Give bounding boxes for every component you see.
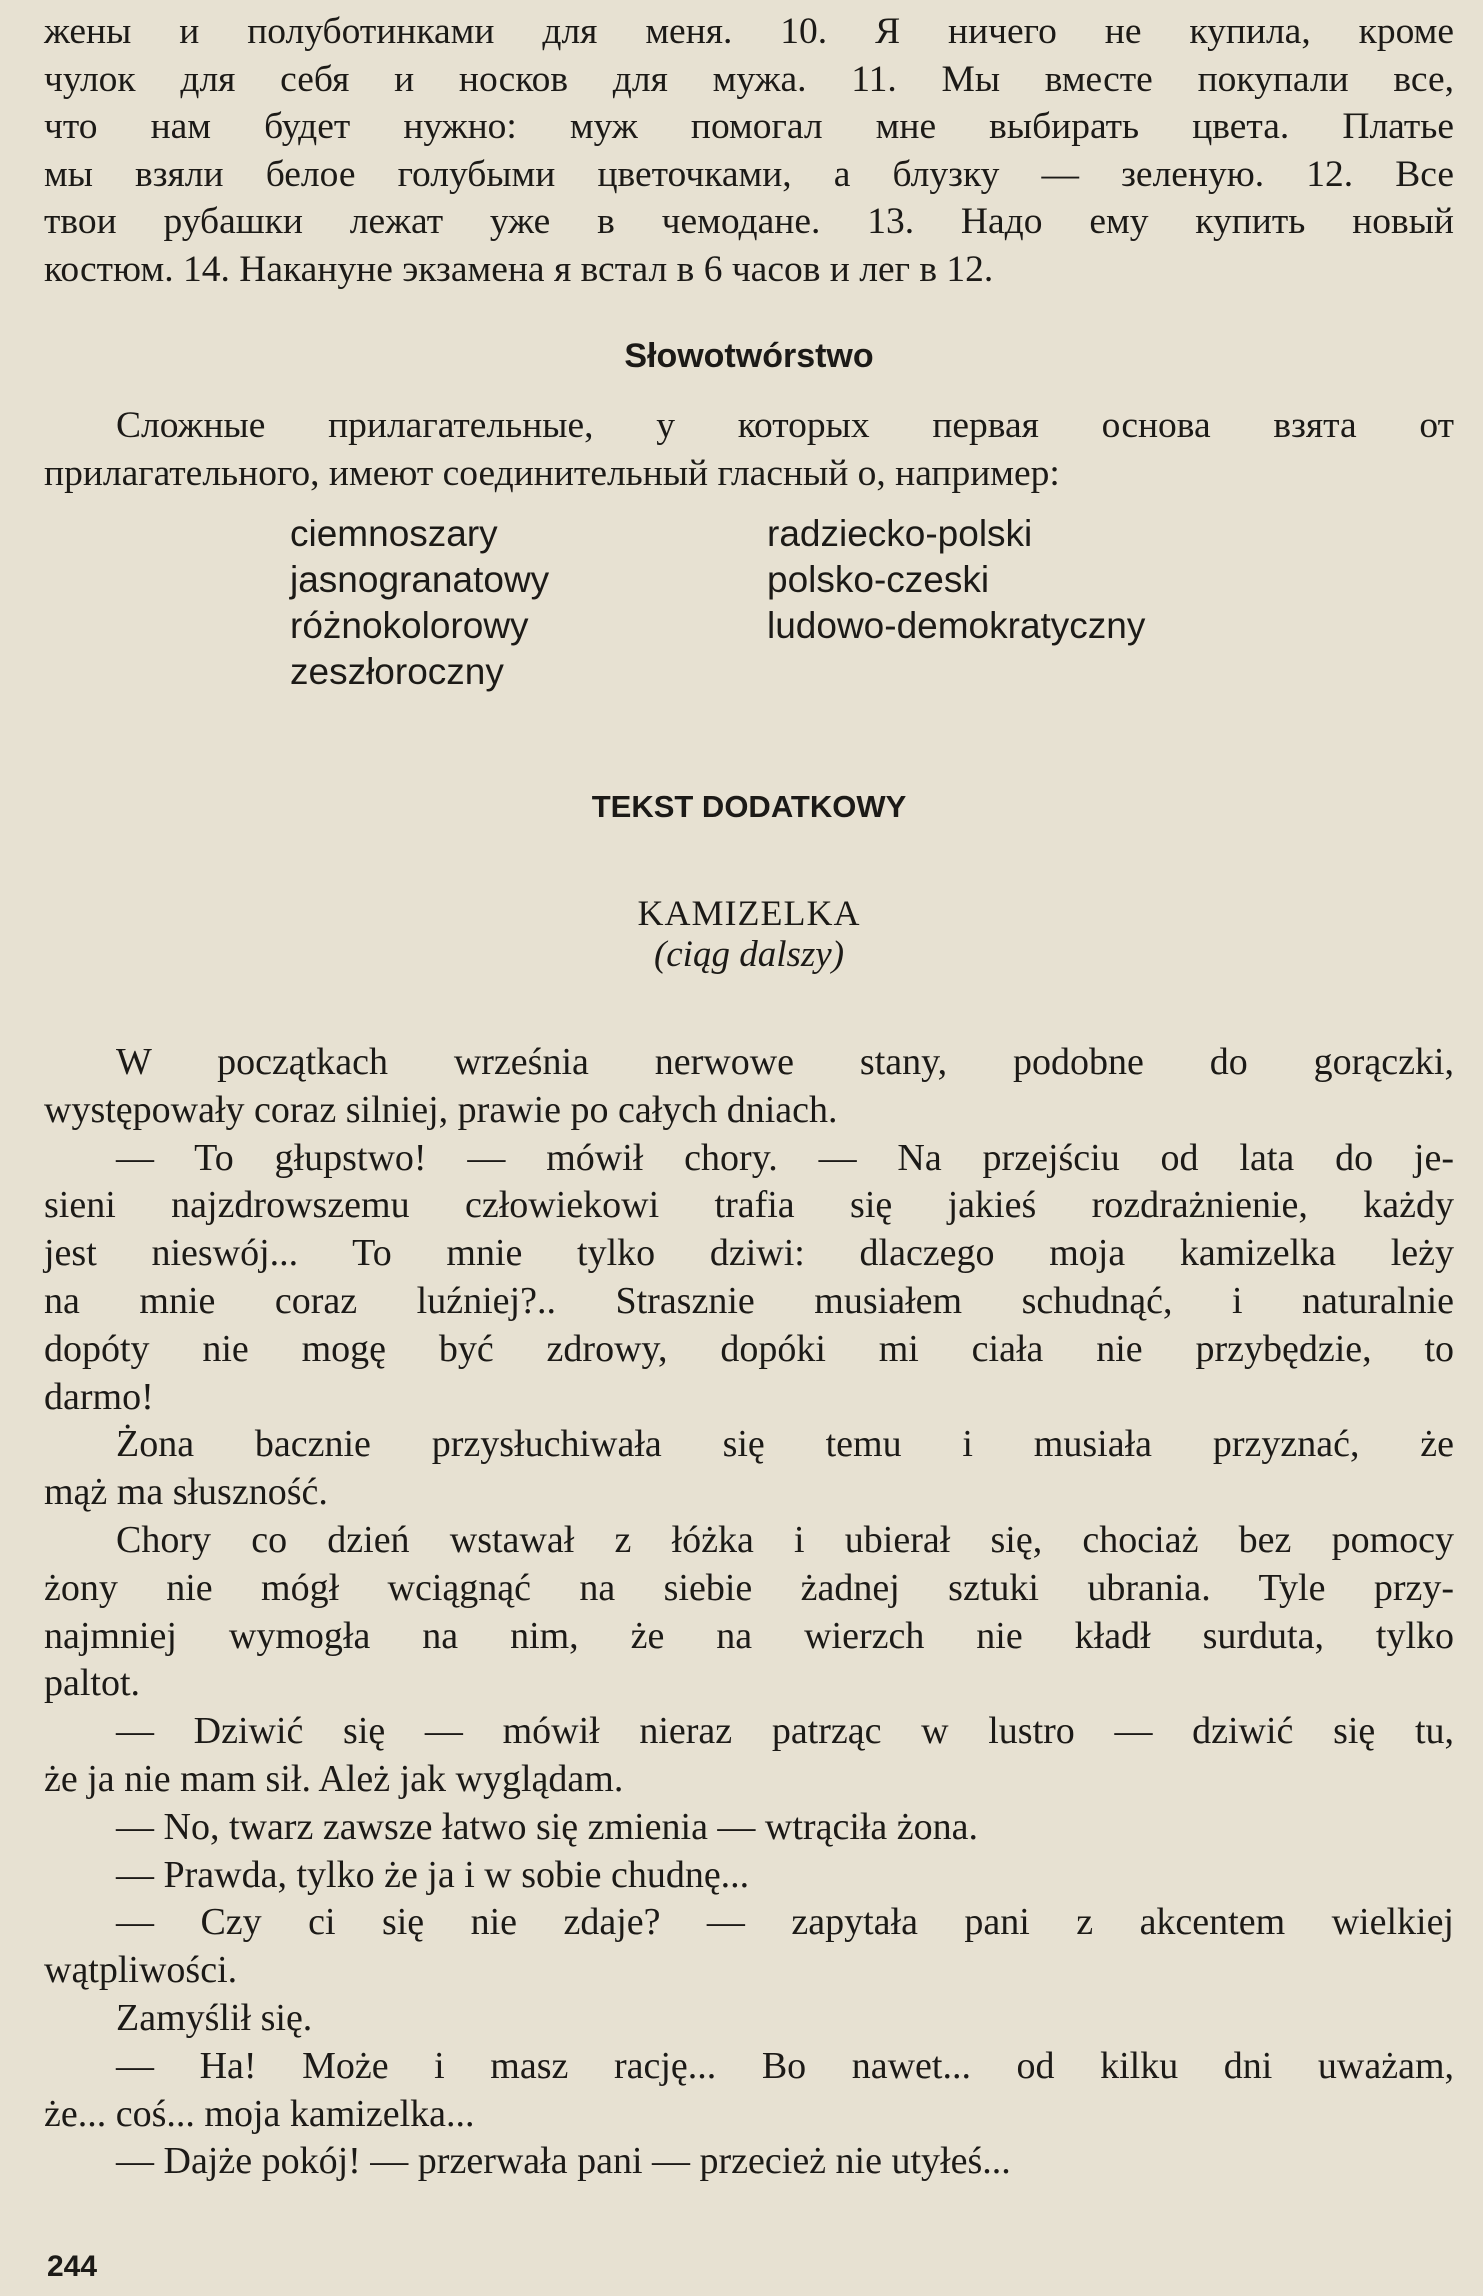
text-line: прилагательного, имеют соединительный гласный о, например: bbox=[44, 452, 1060, 494]
text-line: na mnie coraz luźniej?.. Strasznie musiałem schudnąć, i naturalnie bbox=[44, 1279, 1454, 1322]
text-line: W początkach września nerwowe stany, podobne do gorączki, bbox=[116, 1041, 1454, 1083]
word-formation-rule bbox=[44, 402, 1454, 497]
text-line: жены и полуботинками для меня. 10. Я ничего не купила, кроме bbox=[44, 11, 1454, 52]
text-line: твои рубашки лежат уже в чемодане. 13. Надо ему купить новый bbox=[44, 201, 1454, 242]
examples-right-column bbox=[767, 511, 1145, 649]
story-paragraph bbox=[44, 1708, 1454, 1804]
text-line: Chory co dzień wstawał z łóżka i ubierał się, chociaż bez pomocy bbox=[116, 1518, 1454, 1561]
page-content bbox=[44, 8, 1454, 2186]
example-word: jasnogranatowy bbox=[290, 559, 550, 600]
text-line: — No, twarz zawsze łatwo się zmienia — wtrąciła żona. bbox=[116, 1805, 979, 1848]
text-line: że... coś... moja kamizelka... bbox=[44, 2092, 475, 2135]
example-word: radziecko-polski bbox=[767, 513, 1033, 554]
text-line: костюм. 14. Накануне экзамена я встал в 6 часов и лег в 12. bbox=[44, 248, 994, 290]
example-word: różnokolorowy bbox=[290, 605, 529, 646]
text-line: — Dziwić się — mówił nieraz patrząc w lustro — dziwić się tu, bbox=[116, 1710, 1454, 1753]
text-line: — Prawda, tylko że ja i w sobie chudnę... bbox=[116, 1853, 750, 1896]
text-line: że ja nie mam sił. Ależ jak wyglądam. bbox=[44, 1757, 624, 1800]
text-line: darmo! bbox=[44, 1375, 154, 1418]
text-line: мы взяли белое голубыми цветочками, а блузку — зеленую. 12. Все bbox=[44, 153, 1454, 195]
examples-left-column bbox=[290, 511, 549, 695]
text-line: что нам будет нужно: муж помогал мне выбирать цвета. Платье bbox=[44, 106, 1454, 147]
text-line: występowały coraz silniej, prawie po całych dniach. bbox=[44, 1088, 838, 1131]
story-paragraph bbox=[44, 1421, 1454, 1517]
text-line: — To głupstwo! — mówił chory. — Na przejściu od lata do je- bbox=[116, 1136, 1454, 1179]
text-line: Сложные прилагательные, у которых первая основа взята от bbox=[116, 405, 1454, 446]
story-paragraph bbox=[44, 1517, 1454, 1708]
intro-paragraph bbox=[44, 8, 1454, 293]
text-line: Żona bacznie przysłuchiwała się temu i musiała przyznać, że bbox=[116, 1423, 1454, 1466]
examples-list bbox=[44, 511, 1454, 697]
text-line: — Czy ci się nie zdaje? — zapytała pani z akcentem wielkiej bbox=[116, 1901, 1454, 1944]
story-paragraph bbox=[44, 1995, 1454, 2043]
example-word: ludowo-demokratyczny bbox=[767, 605, 1146, 646]
text-line: чулок для себя и носков для мужа. 11. Мы вместе покупали все, bbox=[44, 58, 1454, 100]
story-title: KAMIZELKA bbox=[637, 893, 861, 933]
story-paragraph bbox=[44, 2138, 1454, 2186]
text-line: najmniej wymogła na nim, że na wierzch nie kładł surduta, tylko bbox=[44, 1614, 1454, 1657]
text-line: żony nie mógł wciągnąć na siebie żadnej sztuki ubrania. Tyle przy- bbox=[44, 1566, 1454, 1609]
story-paragraph bbox=[44, 1135, 1454, 1422]
page-number: 244 bbox=[47, 2250, 98, 2283]
story-subtitle: (ciąg dalszy) bbox=[653, 934, 845, 975]
text-line: sieni najzdrowszemu człowiekowi trafia się jakieś rozdrażnienie, każdy bbox=[44, 1184, 1454, 1227]
example-word: polsko-czeski bbox=[767, 559, 990, 600]
story-paragraph bbox=[44, 2043, 1454, 2139]
section-heading-tekst-dodatkowy: TEKST DODATKOWY bbox=[591, 789, 907, 824]
text-line: dopóty nie mogę być zdrowy, dopóki mi ciała nie przybędzie, to bbox=[44, 1327, 1454, 1370]
story-text bbox=[44, 1039, 1454, 2186]
text-line: mąż ma słuszność. bbox=[44, 1471, 328, 1514]
section-heading-slowotworstwo: Słowotwórstwo bbox=[624, 337, 874, 375]
example-word: zeszłoroczny bbox=[290, 651, 504, 692]
text-line: wątpliwości. bbox=[44, 1949, 238, 1992]
text-line: jest nieswój... To mnie tylko dziwi: dlaczego moja kamizelka leży bbox=[44, 1232, 1454, 1275]
story-paragraph bbox=[44, 1852, 1454, 1900]
story-paragraph bbox=[44, 1804, 1454, 1852]
text-line: — Dajże pokój! — przerwała pani — przecież nie utyłeś... bbox=[116, 2140, 1011, 2183]
text-line: paltot. bbox=[44, 1662, 141, 1705]
story-paragraph bbox=[44, 1039, 1454, 1135]
text-line: — Ha! Może i masz rację... Bo nawet... od kilku dni uważam, bbox=[116, 2044, 1454, 2087]
example-word: ciemnoszary bbox=[290, 513, 498, 554]
story-paragraph bbox=[44, 1899, 1454, 1995]
text-line: Zamyślił się. bbox=[116, 1996, 313, 2039]
